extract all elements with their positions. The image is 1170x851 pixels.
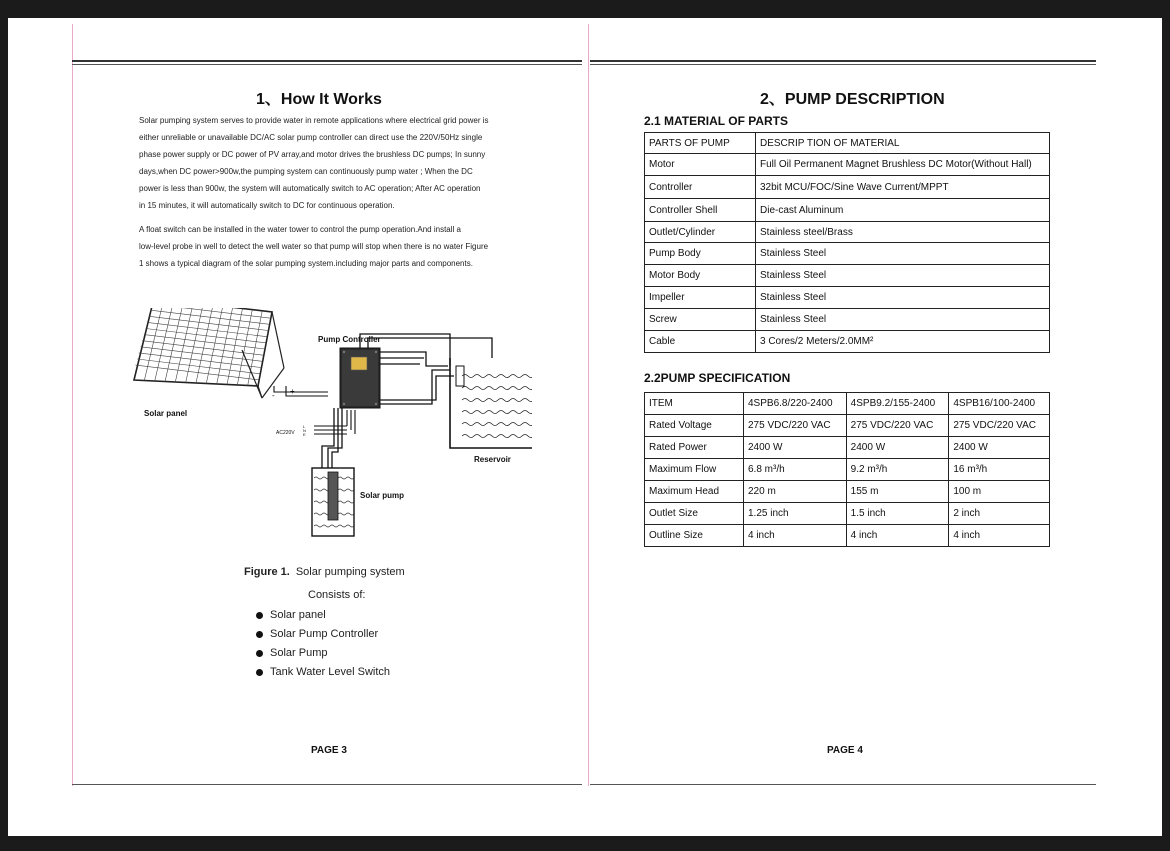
table-cell: Motor [645, 154, 756, 176]
solar-pumping-diagram [132, 308, 532, 540]
table-cell: Rated Voltage [645, 415, 744, 437]
components-list [256, 606, 390, 682]
center-margin-line [588, 24, 589, 786]
table-row [645, 154, 1050, 176]
table-row [645, 437, 1050, 459]
table-cell: Full Oil Permanent Magnet Brushless DC Motor(Without Hall) [756, 154, 1050, 176]
table-cell: 3 Cores/2 Meters/2.0MM² [756, 331, 1050, 353]
pump-controller-label: Pump Controller [318, 335, 381, 344]
list-item [256, 625, 390, 644]
table-header-row [645, 133, 1050, 154]
table-header-cell: PARTS OF PUMP [645, 133, 756, 154]
table-cell: Outlet/Cylinder [645, 222, 756, 243]
table-row [645, 415, 1050, 437]
float-switch-line: 1 shows a typical diagram of the solar pumping system.including major parts and components. [139, 259, 473, 268]
ac-l-label: L [303, 424, 306, 429]
well-illustration [312, 468, 354, 536]
intro-paragraph [139, 112, 489, 214]
left-footer-rule [72, 784, 582, 785]
table-cell: Impeller [645, 287, 756, 309]
table-cell: 1.25 inch [744, 503, 847, 525]
table-cell: 220 m [744, 481, 847, 503]
pv-plus-label: + [290, 387, 295, 396]
table-cell: 2 inch [949, 503, 1050, 525]
table-cell: Controller [645, 176, 756, 199]
intro-line: either unreliable or unavailable DC/AC solar pump controller can direct use the 220V/50Hz single [139, 133, 483, 142]
table-row [645, 176, 1050, 199]
table-header-row [645, 393, 1050, 415]
table-cell: 2400 W [744, 437, 847, 459]
figure-caption [244, 566, 405, 578]
table-header-cell: 4SPB16/100-2400 [949, 393, 1050, 415]
bullet-icon [256, 612, 263, 619]
component-label: Tank Water Level Switch [270, 666, 391, 678]
figure-title: Solar pumping system [295, 566, 405, 578]
solar-panel-illustration [134, 308, 284, 398]
viewer-top-bar [0, 0, 1170, 18]
table-cell: 4 inch [949, 525, 1050, 547]
intro-line: days,when DC power>900w,the pumping system can continuously pump water ; When the DC [139, 167, 473, 176]
float-switch-line: low-level probe in well to detect the well water so that pump will stop when there is no water Figure [139, 242, 489, 251]
intro-line: phase power supply or DC power of PV array,and motor drives the brushless DC pumps; In sunny [139, 150, 486, 159]
table-cell: 32bit MCU/FOC/Sine Wave Current/MPPT [756, 176, 1050, 199]
ac-e-label: E [303, 432, 306, 437]
table-cell: 2400 W [846, 437, 949, 459]
table-cell: Controller Shell [645, 199, 756, 222]
spec-table [644, 392, 1050, 547]
pv-minus-label: - [272, 391, 275, 400]
intro-line: in 15 minutes, it will automatically switch to DC for continuous operation. [139, 201, 395, 210]
spec-heading: 2.2PUMP SPECIFICATION [644, 371, 791, 385]
table-cell: Maximum Flow [645, 459, 744, 481]
solar-pump-label: Solar pump [360, 491, 405, 500]
right-header-rule [590, 60, 1096, 62]
float-switch-paragraph [139, 221, 488, 272]
table-row [645, 331, 1050, 353]
table-cell: 4 inch [744, 525, 847, 547]
table-row [645, 459, 1050, 481]
table-cell: Pump Body [645, 243, 756, 265]
left-page-number: PAGE 3 [311, 745, 347, 756]
bullet-icon [256, 631, 263, 638]
ac-n-label: N [303, 428, 306, 433]
table-cell: Motor Body [645, 265, 756, 287]
left-header-rule-thin [72, 64, 582, 65]
table-cell: Die-cast Aluminum [756, 199, 1050, 222]
page-spread [8, 18, 1162, 836]
table-row [645, 222, 1050, 243]
table-row [645, 481, 1050, 503]
table-header-cell: 4SPB9.2/155-2400 [846, 393, 949, 415]
table-row [645, 503, 1050, 525]
table-header-cell: ITEM [645, 393, 744, 415]
table-cell: 16 m³/h [949, 459, 1050, 481]
left-page-title: 1、How It Works [256, 91, 382, 108]
table-cell: Outline Size [645, 525, 744, 547]
list-item [256, 663, 390, 682]
materials-table [644, 132, 1050, 353]
table-row [645, 199, 1050, 222]
materials-heading: 2.1 MATERIAL OF PARTS [644, 114, 789, 128]
table-cell: Stainless Steel [756, 309, 1050, 331]
table-cell: 275 VDC/220 VAC [949, 415, 1050, 437]
right-footer-rule [590, 784, 1096, 785]
viewer-bottom-bar [0, 836, 1170, 851]
table-header-cell: DESCRIP TION OF MATERIAL [756, 133, 1050, 154]
table-cell: 1.5 inch [846, 503, 949, 525]
table-cell: 275 VDC/220 VAC [846, 415, 949, 437]
table-cell: Screw [645, 309, 756, 331]
ac220v-label: AC220V [276, 430, 295, 436]
table-header-cell: 4SPB6.8/220-2400 [744, 393, 847, 415]
table-row [645, 265, 1050, 287]
table-row [645, 243, 1050, 265]
table-cell: Cable [645, 331, 756, 353]
component-label: Solar Pump Controller [270, 628, 379, 640]
list-item [256, 644, 390, 663]
table-cell: 155 m [846, 481, 949, 503]
table-row [645, 309, 1050, 331]
right-page-number: PAGE 4 [827, 745, 863, 756]
table-cell: 100 m [949, 481, 1050, 503]
intro-line: power is less than 900w, the system will automatically switch to AC operation; After AC operation [139, 184, 481, 193]
table-cell: Outlet Size [645, 503, 744, 525]
intro-line: Solar pumping system serves to provide water in remote applications where electrical grid power is [139, 116, 489, 125]
table-cell: 9.2 m³/h [846, 459, 949, 481]
table-cell: 275 VDC/220 VAC [744, 415, 847, 437]
figure-label: Figure 1. [244, 566, 290, 578]
reservoir-illustration [450, 358, 532, 448]
table-row [645, 287, 1050, 309]
table-cell: 6.8 m³/h [744, 459, 847, 481]
component-label: Solar panel [270, 609, 326, 621]
float-switch-line: A float switch can be installed in the water tower to control the pump operation.And install a [139, 225, 461, 234]
left-margin-line [72, 24, 73, 786]
table-row [645, 525, 1050, 547]
table-cell: 2400 W [949, 437, 1050, 459]
reservoir-label: Reservoir [474, 455, 511, 464]
consists-label: Consists of: [308, 589, 366, 601]
table-cell: Stainless Steel [756, 265, 1050, 287]
bullet-icon [256, 650, 263, 657]
table-cell: 4 inch [846, 525, 949, 547]
right-page-title: 2、PUMP DESCRIPTION [760, 91, 945, 108]
solar-panel-label: Solar panel [144, 409, 188, 418]
table-cell: Rated Power [645, 437, 744, 459]
left-header-rule [72, 60, 582, 62]
table-cell: Stainless Steel [756, 243, 1050, 265]
right-header-rule-thin [590, 64, 1096, 65]
table-cell: Maximum Head [645, 481, 744, 503]
component-label: Solar Pump [270, 647, 328, 659]
list-item [256, 606, 390, 625]
pump-controller-illustration [340, 348, 380, 408]
table-cell: Stainless steel/Brass [756, 222, 1050, 243]
table-cell: Stainless Steel [756, 287, 1050, 309]
bullet-icon [256, 669, 263, 676]
